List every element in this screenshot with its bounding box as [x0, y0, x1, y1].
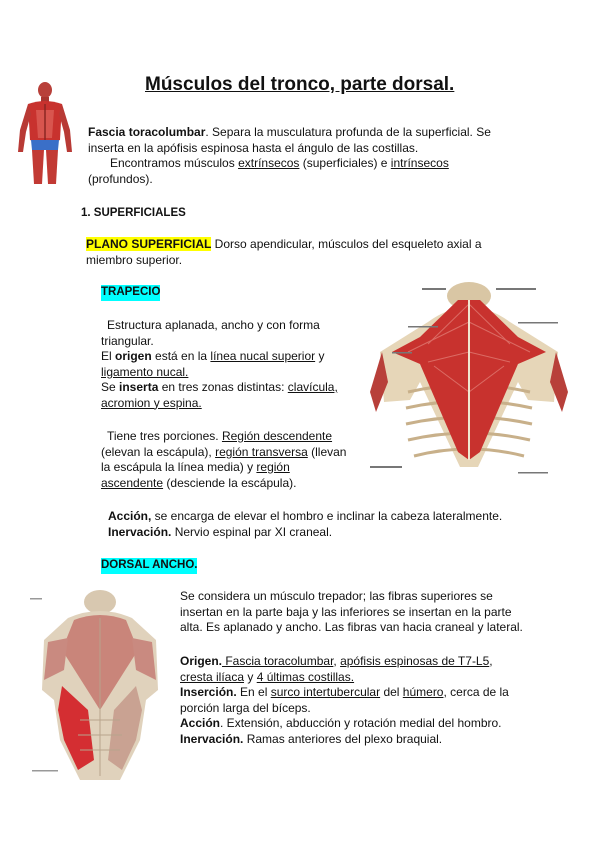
dorsal-accion-label: Acción	[180, 716, 221, 730]
porc-c: (llevan la escápula la línea media) y	[101, 444, 347, 474]
humero: húmero	[402, 685, 444, 699]
dorsal-inervacion-text: Ramas anteriores del plexo braquial.	[243, 731, 443, 746]
porc-b: (elevan la escápula),	[101, 444, 216, 459]
ligamento-nucal: ligamento nucal.	[101, 364, 189, 379]
inserta-c: en tres zonas distintas:	[158, 380, 288, 394]
fascia-term: Fascia toracolumbar	[88, 125, 206, 139]
porc-d: (desciende la escápula).	[163, 475, 297, 490]
inserta-a: Se	[101, 380, 120, 394]
intro-line2-a: Encontramos músculos	[110, 156, 239, 170]
dorsal-p1: Se considera un músculo trepador; las fibras superiores se insertan en la parte baja y las inferiores se insertan en la parte alta. Es aplanado y ancho. Las fibras van hacia craneal y lateral.	[180, 589, 523, 634]
cresta-iliaca: cresta ilíaca	[180, 669, 245, 684]
section-heading: 1. SUPERFICIALES	[81, 207, 186, 219]
fascia-toracolumbar-ref: Fascia toracolumbar	[222, 654, 334, 668]
accion-label: Acción,	[108, 509, 152, 523]
dorsal-insercion-label: Inserción.	[180, 685, 237, 699]
inserta-label: inserta	[119, 380, 159, 394]
inervacion-text: Nervio espinal par XI craneal.	[171, 524, 333, 539]
dorsal-origen-label: Origen.	[180, 654, 223, 668]
intro-paragraph	[88, 125, 508, 187]
clavicula: clavícula,	[287, 380, 338, 394]
trapecio-heading: TRAPECIO	[101, 285, 160, 301]
dorsal-inervacion-label: Inervación.	[180, 731, 244, 746]
fascia-text: . Separa la musculatura profunda de la superficial. Se inserta en la apófisis espinosa hasta el ángulo de las costillas.	[88, 125, 491, 155]
term-intrinsecos: intrínsecos	[390, 156, 449, 170]
trapecio-accion	[108, 509, 548, 540]
inervacion-label: Inervación.	[108, 524, 172, 539]
dorsal-description	[180, 589, 525, 636]
acromion-espina: acromion y espina.	[101, 395, 202, 410]
intro-line2-b: (superficiales) e	[299, 156, 391, 170]
plano-superficial-paragraph	[86, 237, 506, 268]
ultimas-costillas: 4 últimas costillas.	[256, 669, 355, 684]
plano-label: PLANO SUPERFICIAL	[86, 237, 212, 251]
origen-a: El	[101, 349, 116, 363]
surco-intertubercular: surco intertubercular	[270, 685, 381, 699]
region-transversa: región transversa	[215, 444, 308, 459]
region-ascendente: región ascendente	[101, 460, 290, 490]
dorsal-accion-text: . Extensión, abducción y rotación medial del hombro.	[220, 716, 502, 730]
sep3: y	[244, 669, 257, 684]
trapecio-description	[101, 318, 353, 411]
apofisis-espinosas: apófisis espinosas de T7-L5	[340, 654, 490, 668]
sep1: ,	[333, 654, 341, 668]
insercion-c: , cerca de la porción larga del bíceps.	[180, 685, 509, 715]
linea-nucal-superior: línea nucal superior	[210, 349, 316, 363]
dorsal-ancho-illustration	[28, 590, 168, 782]
porc-a: Tiene tres porciones.	[107, 429, 222, 443]
sep2: ,	[489, 654, 493, 668]
dorsal-details	[180, 654, 525, 747]
origen-d: y	[315, 349, 325, 363]
origen-c: está en la	[151, 349, 211, 363]
insercion-b: del	[380, 685, 403, 699]
accion-text: se encarga de elevar el hombro e inclinar la cabeza lateralmente.	[151, 509, 503, 523]
trapecio-porciones	[101, 429, 353, 491]
region-descendente: Región descendente	[221, 429, 333, 443]
origen-label: origen	[115, 349, 152, 363]
page-title: Músculos del tronco, parte dorsal.	[145, 74, 455, 95]
dorsal-ancho-heading: DORSAL ANCHO.	[101, 558, 197, 574]
muscle-figure-image	[14, 80, 76, 186]
trapecio-p1: Estructura aplanada, ancho y con forma triangular.	[101, 318, 320, 348]
insercion-a: En el	[236, 685, 271, 699]
plano-text: Dorso apendicular, músculos del esqueleto axial a miembro superior.	[86, 237, 482, 267]
intro-line2-c: (profundos).	[88, 171, 153, 186]
term-extrinsecos: extrínsecos	[238, 156, 300, 170]
trapecio-illustration	[368, 282, 570, 480]
